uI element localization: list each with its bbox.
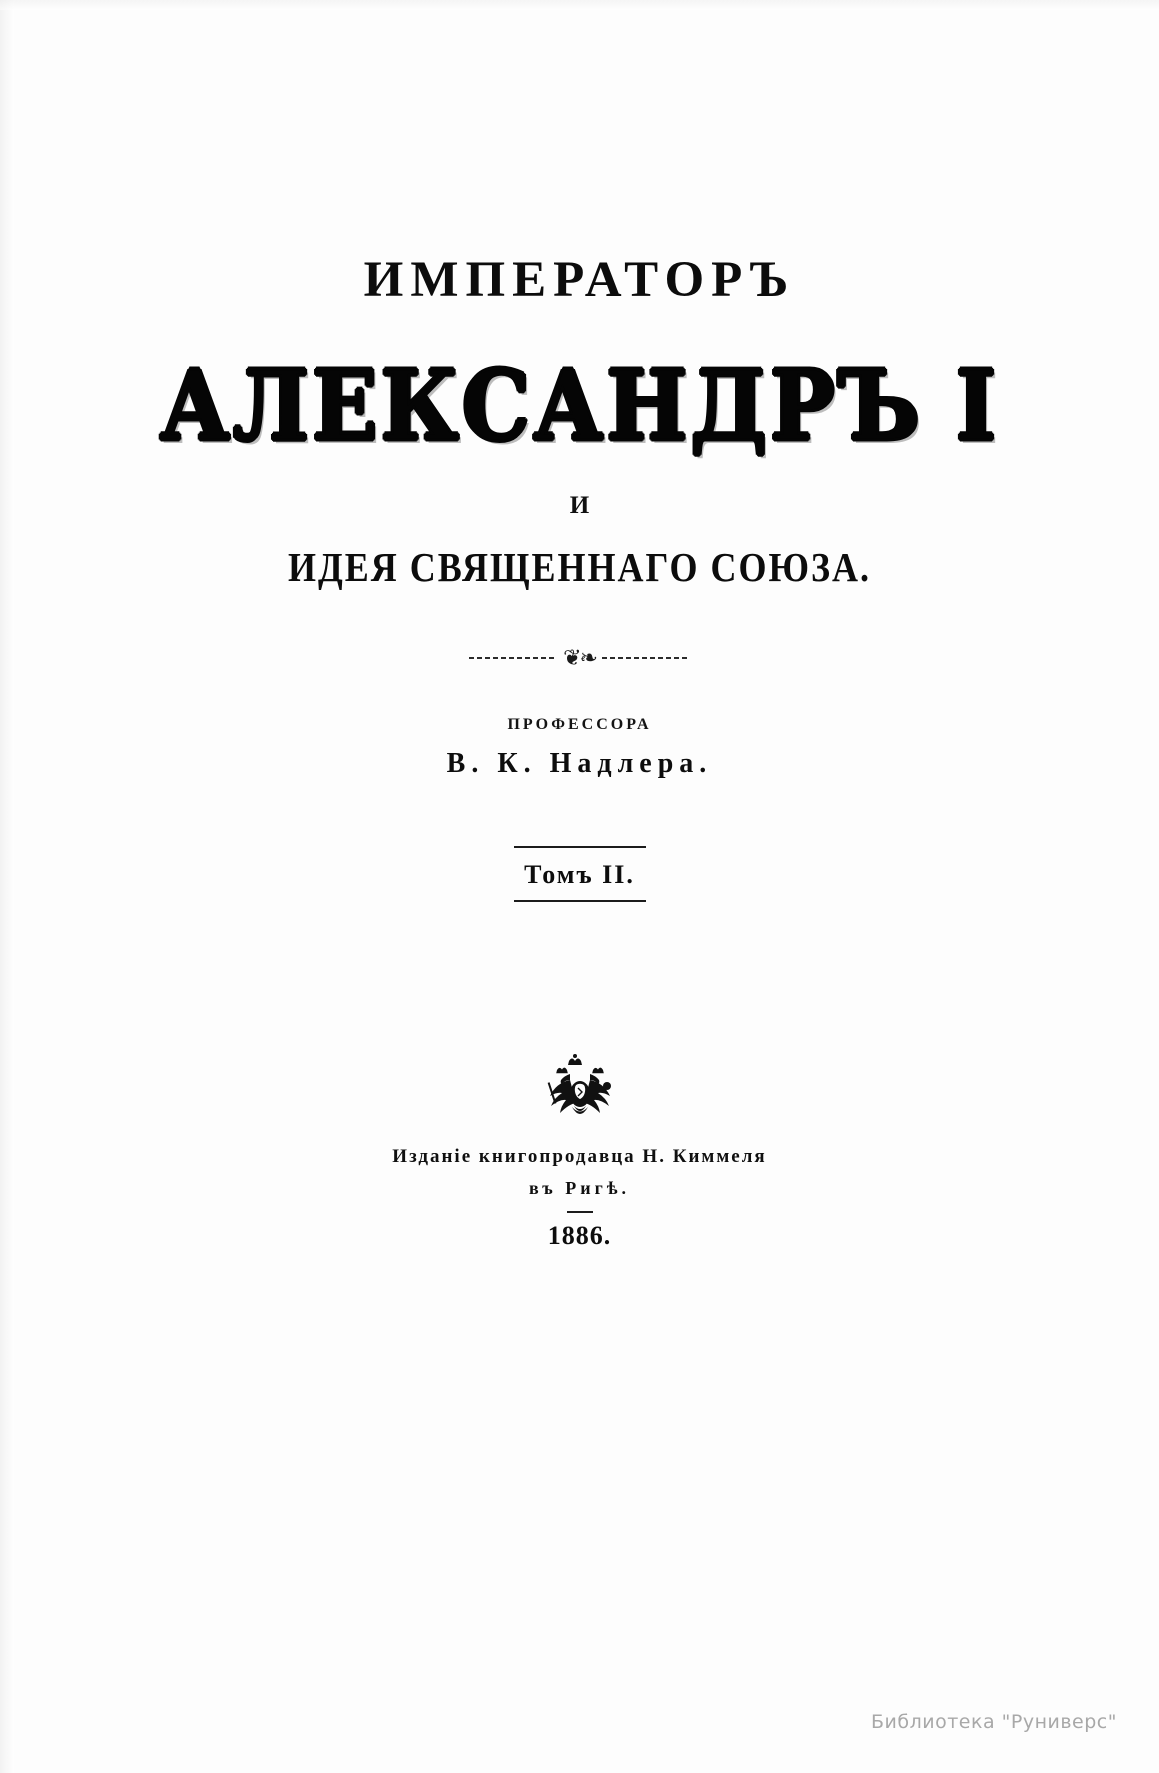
volume-rule-bottom: [514, 900, 646, 902]
ornamental-divider-icon: [0, 646, 1159, 670]
imprint-publisher: Изданie книгопродавца Н. Киммеля: [392, 1146, 767, 1167]
author-name: В. К. Надлера.: [446, 748, 713, 779]
volume-rule-top: [514, 846, 646, 848]
volume-block: [0, 846, 1159, 902]
library-watermark: Библиотека "Руниверс": [871, 1711, 1117, 1733]
author-role: ПРОФЕССОРА: [507, 716, 652, 733]
imprint-year: 1886.: [547, 1221, 612, 1250]
ornament-rule-right: [602, 657, 690, 659]
title-subject-name: АЛЕКСАНДРЪ I: [159, 349, 1000, 463]
title-conjunction: И: [569, 492, 590, 519]
russian-imperial-eagle-icon: [0, 1052, 1159, 1128]
title-subtitle: ИДЕЯ СВЯЩЕННАГО СОЮЗА.: [287, 544, 872, 590]
ornament-rule-left: [469, 657, 557, 659]
volume-label: Томъ II.: [524, 860, 635, 889]
year-rule: [567, 1211, 593, 1213]
ornament-knot-icon: ❦❧: [563, 645, 596, 670]
imprint-place: въ Ригѣ.: [528, 1178, 631, 1198]
title-main: ИМПЕРАТОРЪ: [363, 252, 796, 308]
